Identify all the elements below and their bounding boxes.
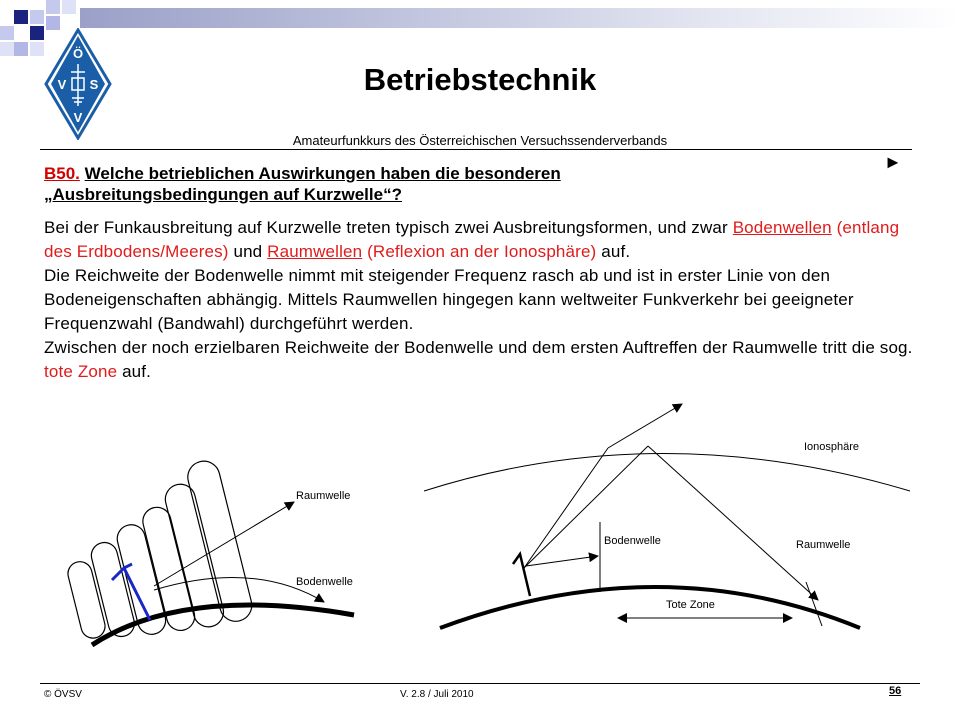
answer-text-span: auf. xyxy=(122,362,152,381)
answer-text-span: Bei der Funkausbreitung auf Kurzwelle treten typisch zwei Ausbreitungsformen, und zwar xyxy=(44,218,728,237)
logo-letter-o: Ö xyxy=(72,46,84,61)
footer-copyright: © ÖVSV xyxy=(44,689,82,700)
page-title: Betriebstechnik xyxy=(363,62,597,97)
header-divider xyxy=(40,149,912,150)
play-icon[interactable]: ► xyxy=(884,152,902,172)
escaping-ray xyxy=(608,404,682,448)
term-bodenwellen-explanation: (entlang des Erdbodens/Meeres) xyxy=(44,218,900,261)
reflected-skywave xyxy=(648,446,818,600)
earth-surface-right xyxy=(440,587,860,628)
label-raumwelle-right: Raumwelle xyxy=(796,539,851,551)
ionosphere-layer xyxy=(424,454,910,492)
header-gradient-bar xyxy=(80,8,960,28)
question-number: B50. xyxy=(44,164,80,183)
answer-paragraph-3 xyxy=(44,336,924,384)
answer-paragraph-1 xyxy=(44,216,924,264)
groundwave-arrow-right xyxy=(526,556,598,566)
logo-letter-v1: V xyxy=(57,77,67,92)
term-raumwellen-explanation: (Reflexion an der Ionosphäre) xyxy=(367,242,597,261)
term-raumwellen: Raumwellen xyxy=(267,242,363,261)
answer-text-span: auf. xyxy=(601,242,631,261)
label-ionosphaere: Ionosphäre xyxy=(804,441,860,453)
ray-to-ionosphere xyxy=(524,446,648,568)
label-raumwelle-left: Raumwelle xyxy=(296,490,351,502)
footer-divider xyxy=(40,683,920,684)
logo-letter-s: S xyxy=(89,77,99,92)
ray-up xyxy=(524,448,608,568)
answer-text xyxy=(44,216,924,384)
question-line1: Welche betrieblichen Auswirkungen haben die besonderen xyxy=(84,164,561,183)
footer-version: V. 2.8 / Juli 2010 xyxy=(400,689,474,700)
term-bodenwellen: Bodenwellen xyxy=(732,218,832,237)
answer-paragraph-2: Die Reichweite der Bodenwelle nimmt mit steigender Frequenz rasch ab und ist in erster Linie von den Bodeneigenschaften abhängig. Mittels Raumwellen hingegen kann weltweiter Funkverkehr bei geeigneter Frequenzwahl (Bandwahl) durchgeführt werden. xyxy=(44,266,854,333)
dead-zone-end-marker xyxy=(806,582,822,626)
logo-letter-v2: V xyxy=(73,110,83,125)
label-tote-zone: Tote Zone xyxy=(666,599,715,611)
answer-text-span: Zwischen der noch erzielbaren Reichweite der Bodenwelle und dem ersten Auftreffen der Raumwelle tritt die sog. xyxy=(44,338,913,357)
antenna-icon xyxy=(112,564,150,620)
page-number: 56 xyxy=(889,685,902,697)
question-heading xyxy=(44,163,874,205)
page-subtitle: Amateurfunkkurs des Österreichischen Versuchssenderverbands xyxy=(292,133,668,148)
label-bodenwelle-right: Bodenwelle xyxy=(604,535,661,547)
answer-text-span: und xyxy=(233,242,263,261)
term-tote-zone: tote Zone xyxy=(44,362,118,381)
dead-zone-diagram xyxy=(420,396,920,646)
skywave-arrow xyxy=(154,502,294,586)
antenna-icon xyxy=(513,554,530,596)
antenna-lobes-diagram xyxy=(44,440,404,660)
question-line2: „Ausbreitungsbedingungen auf Kurzwelle“? xyxy=(44,185,402,204)
label-bodenwelle-left: Bodenwelle xyxy=(296,576,353,588)
